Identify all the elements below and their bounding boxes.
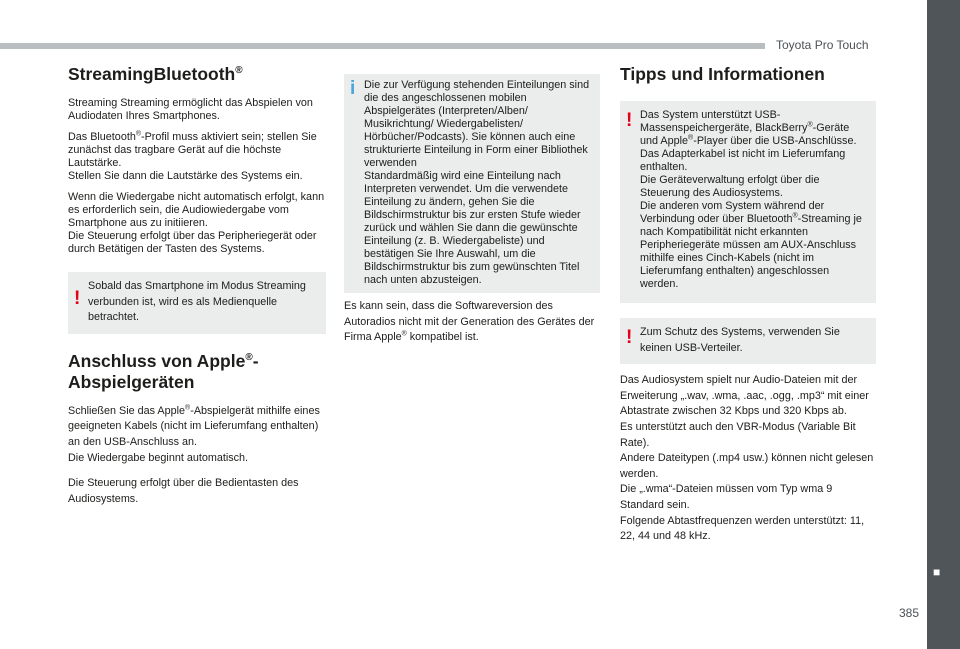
continued-marker: ■ (933, 565, 941, 579)
paragraph-apple-compat: Es kann sein, dass die Softwareversion des Autoradios nicht mit der Generation des Gerätes der Firma Apple® kompatibel ist. (344, 300, 595, 344)
format-line: Andere Dateitypen (.mp4 usw.) können nicht gelesen werden. (620, 452, 874, 480)
warning-box-usb-hub (620, 318, 876, 364)
warning-text-usb-hub: Zum Schutz des Systems, verwenden Sie keinen USB-Verteiler. (640, 326, 840, 354)
format-line: Es unterstützt auch den VBR-Modus (Variable Bit Rate). (620, 420, 856, 449)
heading-streaming-bluetooth: StreamingBluetooth® (68, 64, 243, 84)
format-line: Das Audiosystem spielt nur Audio-Dateien mit der Erweiterung „.wav, .wma, .aac, .ogg, .mp3“ mit einer Abtastrate zwischen 32 Kbps und 320 Kbps ab. (620, 374, 869, 418)
sidebar-tab (927, 0, 960, 649)
section-header: Toyota Pro Touch (776, 38, 869, 52)
format-line: Die „.wma“-Dateien müssen vom Typ wma 9 Standard sein. (620, 483, 833, 511)
header-rule (0, 43, 765, 49)
paragraph-playback: Wenn die Wiedergabe nicht automatisch erfolgt, kann es erforderlich sein, die Audiowiedergabe vom Smartphone aus zu initiieren. Die Steuerung erfolgt über das Peripheriegerät oder durch Betätigen der Tasten des Systems. (68, 191, 325, 255)
info-icon: i (350, 78, 356, 99)
warning-text-usb: Das System unterstützt USB-Massenspeichergeräte, BlackBerry®-Geräte und Apple®-Player über die USB-Anschlüsse. Das Adapterkabel ist nicht im Lieferumfang enthalten. Die Geräteverwaltung erfolgt über die Steuerung des Audiosystems. Die anderen vom System während der Verbindung oder über Bluetooth®-Streaming je nach Kompatibilität nicht erkannten Peripheriegeräte müssen am AUX-Anschluss mithilfe eines Cinch-Kabels (nicht im Lieferumfang enthalten) angeschlossen werden. (640, 109, 862, 290)
column-middle (344, 74, 600, 346)
heading-apple-connection: Anschluss von Apple®- Abspielgeräten (68, 350, 259, 392)
exclamation-icon: ! (626, 110, 633, 131)
warning-text-streaming: Sobald das Smartphone im Modus Streaming verbunden ist, wird es als Medienquelle betrachtet. (88, 280, 306, 324)
warning-box-streaming (68, 272, 326, 334)
info-text-classification-2: Standardmäßig wird eine Einteilung nach Interpreten verwendet. Um die verwendete Einteilung zu ändern, gehen Sie die Bildschirmstruktur bis zur ersten Stufe wieder zurück und wählen Sie dann die gewünschte Einteilung (z. B. Wiedergabeliste) und bestätigen Sie Ihre Auswahl, um die Bildschirmstruktur bis zum gewünschten Titel nach unten abzusteigen. (364, 170, 581, 286)
exclamation-icon: ! (626, 327, 633, 348)
paragraph-apple-control: Die Steuerung erfolgt über die Bedientasten des Audiosystems. (68, 477, 299, 505)
warning-box-usb (620, 101, 876, 303)
paragraph-apple-connect: Schließen Sie das Apple®-Abspielgerät mithilfe eines geeigneten Kabels (nicht im Lieferumfang enthalten) an den USB-Anschluss an. Die Wiedergabe beginnt automatisch. (68, 404, 320, 464)
column-left (68, 64, 326, 507)
format-line: Folgende Abtastfrequenzen werden unterstützt: 11, 22, 44 und 48 kHz. (620, 514, 865, 543)
paragraph-streaming-intro: Streaming Streaming ermöglicht das Abspielen von Audiodaten Ihres Smartphones. (68, 97, 313, 122)
info-text-classification-1: Die zur Verfügung stehenden Einteilungen sind die des angeschlossenen mobilen Abspielgerätes (Interpreten/Alben/ Musikrichtung/ Wiedergabelisten/ Hörbücher/Podcasts). Sie können auch eine strukturierte Einteilung in Form einer Bibliothek verwenden (364, 79, 590, 169)
paragraph-bluetooth-profile: Das Bluetooth®-Profil muss aktiviert sein; stellen Sie zunächst das tragbare Gerät auf die höchste Lautstärke. Stellen Sie dann die Lautstärke des Systems ein. (68, 130, 317, 182)
page-number: 385 (899, 606, 920, 620)
column-right (620, 64, 876, 545)
exclamation-icon: ! (74, 288, 81, 309)
paragraph-audio-formats (620, 373, 876, 545)
heading-tips: Tipps und Informationen (620, 64, 825, 84)
info-box-classification (344, 74, 600, 293)
